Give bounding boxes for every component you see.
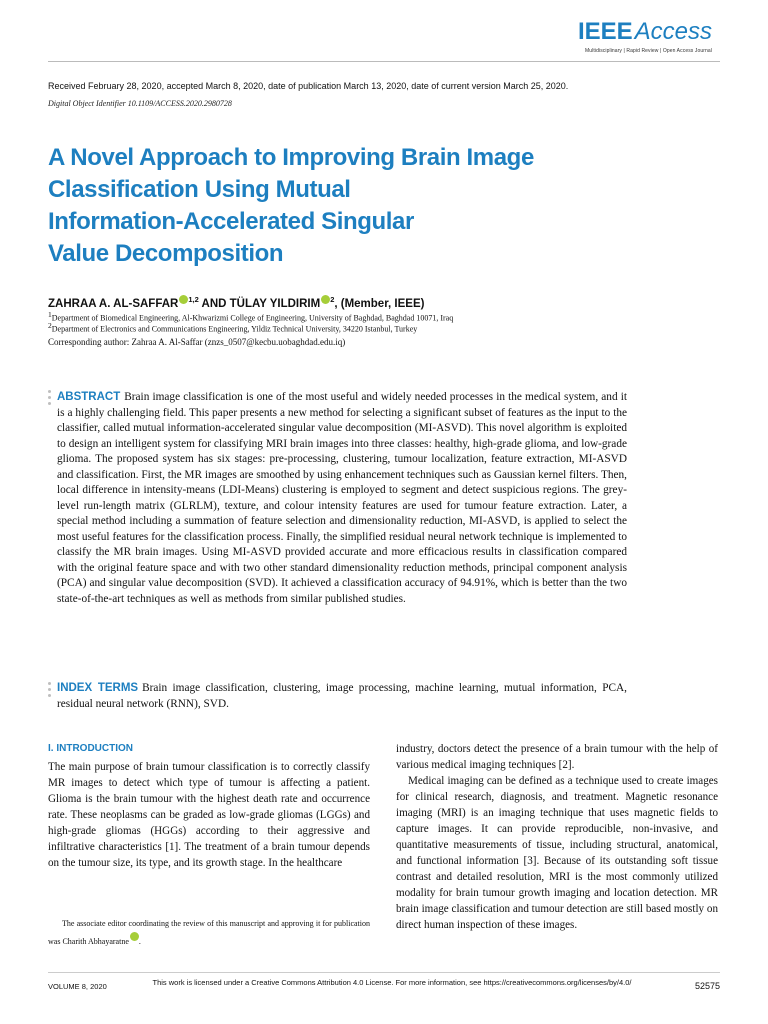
abstract bbox=[57, 390, 627, 607]
journal-brand bbox=[578, 20, 712, 44]
page-number: 52575 bbox=[694, 981, 720, 991]
footer-rule bbox=[48, 972, 720, 973]
brand-bold: IEEE bbox=[577, 18, 633, 45]
footnote-text: The associate editor coordinating the review of this manuscript and approving it for publication was Charith Abhayaratne bbox=[48, 919, 370, 946]
editor-footnote: The associate editor coordinating the review of this manuscript and approving it for publication was Charith Abhayaratne . bbox=[48, 919, 370, 946]
author-name[interactable]: ZAHRAA A. AL-SAFFAR bbox=[48, 298, 179, 310]
journal-logo bbox=[578, 20, 712, 54]
index-terms-text: Brain image classification, clustering, image processing, machine learning, mutual information, PCA, residual neural network (RNN), SVD. bbox=[57, 682, 627, 710]
author-conjunction: AND bbox=[198, 298, 230, 310]
affiliation-text: Department of Biomedical Engineering, Al-Khwarizmi College of Engineering, University of Baghdad, Baghdad 10071, Iraq bbox=[51, 313, 454, 323]
orcid-icon[interactable] bbox=[321, 295, 330, 304]
body-paragraph: The main purpose of brain tumour classification is to correctly classify MR images to detect which type of tumour is affecting a patient. Glioma is the brain tumour with the highest death rate and occurrence rate. These neoplasms can be graded as low-grade gliomas (LGGs) and high-grade gliomas (HGGs) according to their aggressive and infiltrative characteristics [1]. The treatment of a brain tumour depends on the tumour size, its type, and its growth stage. In the healthcare bbox=[48, 761, 370, 869]
left-column bbox=[48, 741, 370, 871]
title-line: Value Decomposition bbox=[48, 240, 284, 267]
title-line: A Novel Approach to Improving Brain Image bbox=[48, 144, 534, 171]
affiliation bbox=[48, 321, 417, 334]
affiliation-text: Department of Electronics and Communications Engineering, Yildiz Technical University, 34220 Istanbul, Turkey bbox=[51, 324, 418, 334]
affiliation-number: 2 bbox=[48, 321, 52, 330]
section-heading: I. INTRODUCTION bbox=[48, 743, 133, 754]
index-terms-label: INDEX TERMS bbox=[57, 682, 139, 694]
author-list bbox=[48, 295, 424, 310]
affiliation-number: 1 bbox=[48, 310, 52, 319]
header-rule bbox=[48, 61, 720, 62]
author-membership: , (Member, IEEE) bbox=[334, 298, 425, 310]
abstract-text: Brain image classification is one of the most useful and widely needed processes in the medical system, and it is a highly challenging field. This paper presents a new method for selecting a significant subset of features as the input to the classifier, called mutual information-accelerated singular value decomposition (MI-ASVD). This novel algorithm is exploited to design an intelligent system for classifying MRI brain images into three classes: healthy, high-grade glioma, and low-grade glioma. The proposed system has six stages: pre-processing, clustering, tumour localization, feature extraction, MI-ASVD and classification. First, the MR images are smoothed by using enhancement techniques such as Gaussian kernel filters. Then, local difference in intensity-means (LDI-Means) clustering is employed to segment and detect suspicious regions. The grey-level run-length matrix (GLRLM), texture, and colour intensity features are used for tumour feature extraction. Later, a special method including a summation of feature selection and dimensionality reduction, MI-ASVD, is applied to select the most useful features for the classification process. Finally, the simplified residual neural network technique is implemented to classify the MR brain images. Using MI-ASVD provided accurate and more efficacious results in classification compared with the original feature space and with two other standard dimensionality reduction methods, principal component analysis (PCA) and singular value decomposition (SVD). It achieved a classification accuracy of 94.91%, which is better than the two state-of-the-art techniques as well as methods from similar published studies. bbox=[57, 391, 627, 605]
author-affiliation-marker: 1,2 bbox=[188, 295, 199, 305]
brand-italic: Access bbox=[634, 18, 712, 45]
doi[interactable]: Digital Object Identifier 10.1109/ACCESS.2020.2980728 bbox=[48, 99, 232, 108]
author-name[interactable]: TÜLAY YILDIRIM bbox=[229, 298, 321, 310]
abstract-dots-marker bbox=[48, 390, 52, 408]
journal-tagline: Multidisciplinary | Rapid Review | Open Access Journal bbox=[585, 48, 712, 54]
title-line: Classification Using Mutual bbox=[48, 176, 351, 203]
index-terms-dots-marker bbox=[48, 682, 52, 700]
orcid-icon[interactable] bbox=[179, 295, 188, 304]
abstract-label: ABSTRACT bbox=[57, 391, 121, 403]
corresponding-author: Corresponding author: Zahraa A. Al-Saffar (znzs_0507@kecbu.uobaghdad.edu.iq) bbox=[48, 337, 346, 347]
license-notice[interactable]: This work is licensed under a Creative Commons Attribution 4.0 License. For more information, see https://creativecommons.org/licenses/by/4.0/ bbox=[152, 978, 632, 987]
body-paragraph: Medical imaging can be defined as a technique used to create images for clinical research, diagnosis, and treatment. Magnetic resonance imaging (MRI) is an imaging technique that uses magnetic fields to capture images. It can provide reproducible, non-invasive, and quantitative measurements of tissue, including structural, anatomical, and functional information [3]. Because of its outstanding soft tissue contrast and detailed resolution, MRI is the most commonly utilized modality for brain tumour growth imaging and location detection. MR brain image classification and tumour detection are still based mostly on direct human inspection of these images. bbox=[396, 775, 718, 931]
title-line: Information-Accelerated Singular bbox=[48, 208, 414, 235]
index-terms bbox=[57, 681, 627, 712]
publication-dates: Received February 28, 2020, accepted March 8, 2020, date of publication March 13, 2020, date of current version March 25, 2020. bbox=[48, 81, 569, 91]
author-affiliation-marker: 2 bbox=[330, 295, 335, 305]
orcid-icon[interactable] bbox=[130, 932, 139, 941]
paper-title bbox=[48, 142, 608, 270]
right-column bbox=[396, 741, 718, 933]
body-paragraph: industry, doctors detect the presence of a brain tumour with the help of various medical imaging techniques [2]. bbox=[396, 743, 718, 771]
volume-label: VOLUME 8, 2020 bbox=[48, 982, 107, 991]
